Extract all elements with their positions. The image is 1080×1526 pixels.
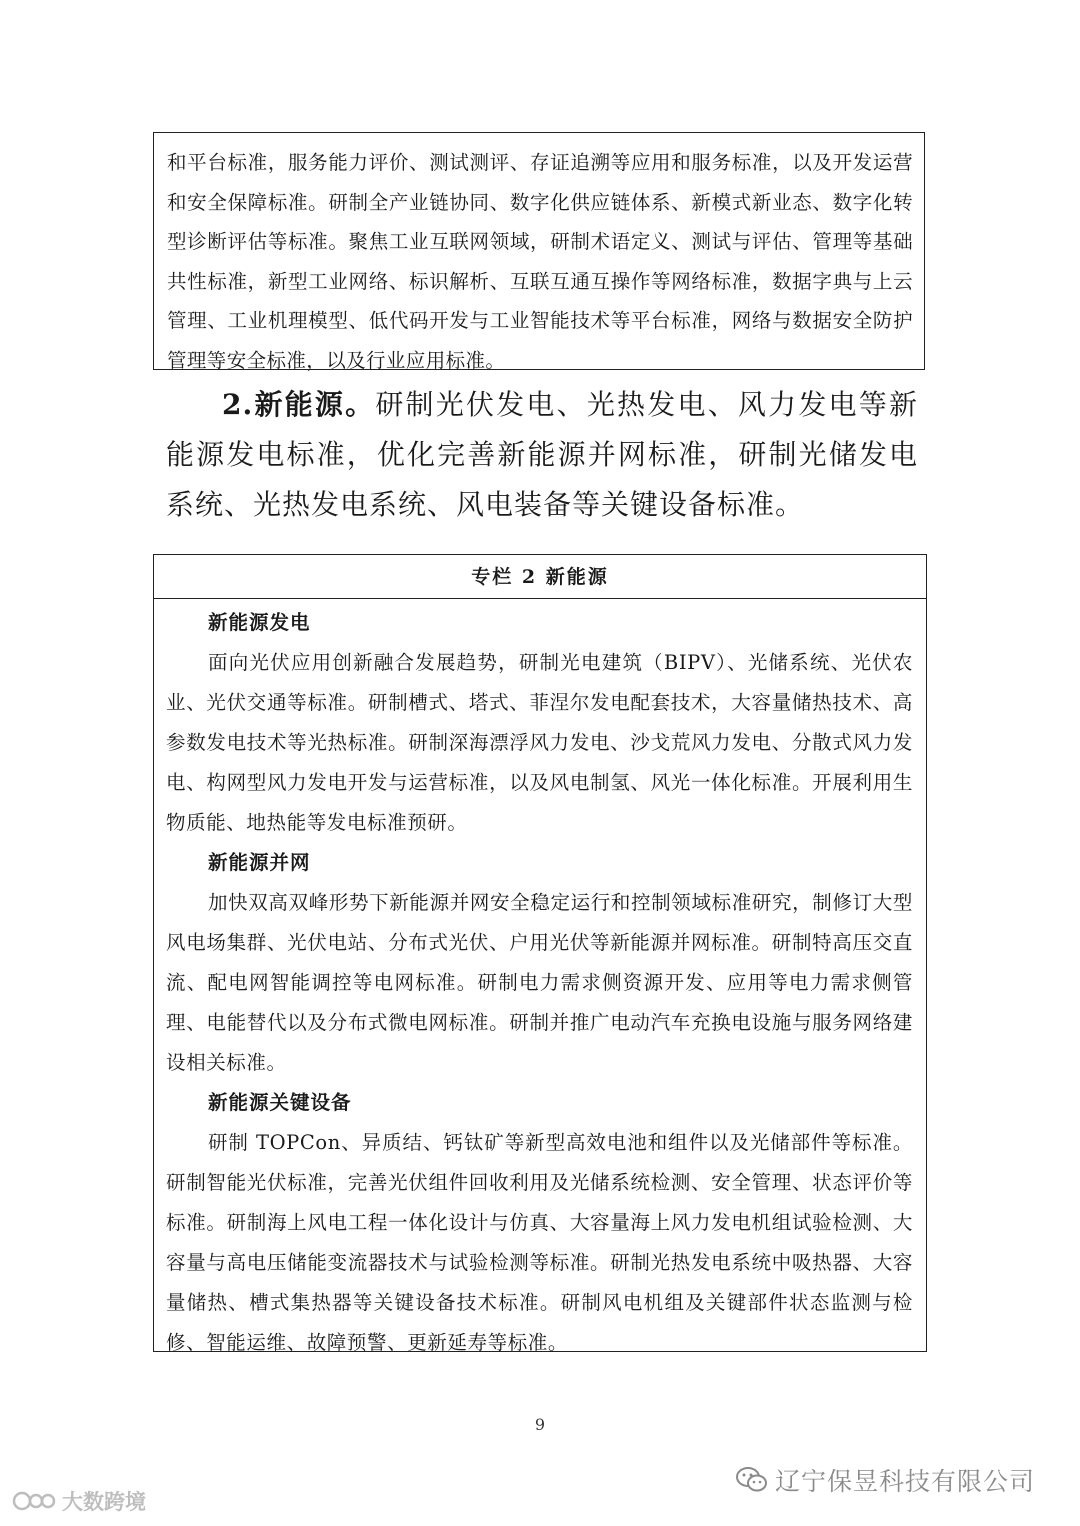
paragraph-grid-connection: 加快双高双峰形势下新能源并网安全稳定运行和控制领域标准研究，制修订大型风电场集群、光伏电站、分布式光伏、户用光伏等新能源并网标准。研制特高压交直流、配电网智能调控等电网标准。研制电力需求侧资源开发、应用等电力需求侧管理、电能替代以及分布式微电网标准。研制并推广电动汽车充换电设施与服务网络建设相关标准。 bbox=[166, 891, 913, 1074]
subheading-grid-connection: 新能源并网 bbox=[208, 851, 311, 874]
watermark-right bbox=[735, 1460, 1035, 1500]
column-content bbox=[154, 599, 926, 1363]
section-heading: 2.新能源。 bbox=[222, 388, 376, 421]
paragraph-power-generation: 面向光伏应用创新融合发展趋势，研制光电建筑（BIPV）、光储系统、光伏农业、光伏交通等标准。研制槽式、塔式、菲涅尔发电配套技术，大容量储热技术、高参数发电技术等光热标准。研制深海漂浮风力发电、沙戈荒风力发电、分散式风力发电、构网型风力发电开发与运营标准，以及风电制氢、风光一体化标准。开展利用生物质能、地热能等发电标准预研。 bbox=[166, 651, 913, 834]
column-caption: 专栏 2 新能源 bbox=[154, 555, 926, 599]
subheading-key-equipment: 新能源关键设备 bbox=[208, 1091, 352, 1114]
continued-column-box bbox=[153, 132, 925, 370]
page-number: 9 bbox=[534, 1415, 546, 1434]
wechat-icon bbox=[735, 1465, 769, 1495]
watermark-left bbox=[12, 1487, 146, 1515]
column-2-box bbox=[153, 554, 927, 1352]
watermark-right-text: 辽宁保昱科技有限公司 bbox=[775, 1467, 1036, 1496]
watermark-logo-icon bbox=[12, 1489, 56, 1513]
watermark-left-text: 大数跨境 bbox=[62, 1490, 146, 1514]
section-body: 研制光伏发电、光热发电、风力发电等新能源发电标准，优化完善新能源并网标准，研制光储发电系统、光热发电系统、风电装备等关键设备标准。 bbox=[166, 388, 918, 521]
subheading-power-generation: 新能源发电 bbox=[208, 611, 311, 634]
paragraph-key-equipment: 研制 TOPCon、异质结、钙钛矿等新型高效电池和组件以及光储部件等标准。研制智能光伏标准，完善光伏组件回收利用及光储系统检测、安全管理、状态评价等标准。研制海上风电工程一体化设计与仿真、大容量海上风力发电机组试验检测、大容量与高电压储能变流器技术与试验检测等标准。研制光热发电系统中吸热器、大容量储热、槽式集热器等关键设备技术标准。研制风电机组及关键部件状态监测与检修、智能运维、故障预警、更新延寿等标准。 bbox=[166, 1131, 913, 1354]
section-new-energy-paragraph bbox=[166, 380, 918, 530]
continued-column-text: 和平台标准，服务能力评价、测试测评、存证追溯等应用和服务标准，以及开发运营和安全保障标准。研制全产业链协同、数字化供应链体系、新模式新业态、数字化转型诊断评估等标准。聚焦工业互联网领域，研制术语定义、测试与评估、管理等基础共性标准，新型工业网络、标识解析、互联互通互操作等网络标准，数据字典与上云管理、工业机理模型、低代码开发与工业智能技术等平台标准，网络与数据安全防护管理等安全标准，以及行业应用标准。 bbox=[167, 151, 913, 372]
